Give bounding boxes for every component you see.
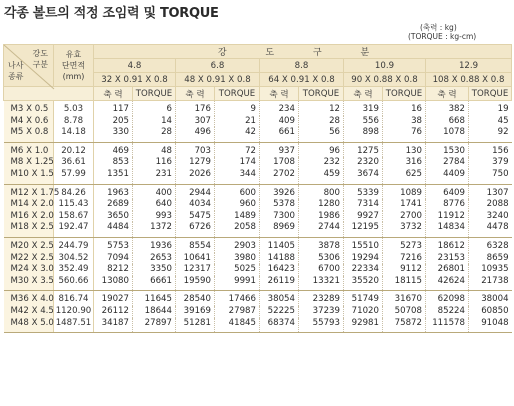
torque-cell: 72 [215,142,260,157]
axial-force-cell: 26119 [260,276,299,291]
effective-area-cell: 1487.51 [54,318,94,333]
axial-force-cell: 111578 [426,318,469,333]
torque-cell: 16 [383,101,426,116]
torque-cell: 23289 [299,291,344,306]
axial-force-cell: 661 [260,127,299,142]
torque-cell: 5025 [215,264,260,276]
axial-force-cell: 898 [344,127,383,142]
formula-header: 48 X 0.91 X 0.8 [176,73,260,87]
torque-header: TORQUE [469,87,512,101]
torque-cell: 9112 [383,264,426,276]
axial-force-cell: 3650 [94,211,133,223]
grade-header-8-8: 8.8 [260,59,344,73]
axial-force-cell: 409 [260,116,299,128]
torque-cell: 1372 [133,222,176,237]
torque-cell: 3878 [299,237,344,252]
torque-cell: 231 [133,169,176,184]
axial-force-cell: 556 [344,116,383,128]
torque-cell: 1986 [299,211,344,223]
axial-force-cell: 68374 [260,318,299,333]
torque-cell: 27987 [215,306,260,318]
axial-force-cell: 1963 [94,184,133,199]
axial-force-cell: 4034 [176,199,215,211]
axial-force-cell: 319 [344,101,383,116]
torque-cell: 1741 [383,199,426,211]
torque-cell: 1280 [299,199,344,211]
torque-cell: 993 [133,211,176,223]
axial-force-cell: 92981 [344,318,383,333]
axial-force-cell: 307 [176,116,215,128]
screw-type-label: 나사 종류 [8,61,24,81]
torque-cell: 3732 [383,222,426,237]
bolt-size-cell: M10 X 1.5 [4,169,54,184]
torque-cell: 31670 [383,291,426,306]
effective-area-cell: 20.12 [54,142,94,157]
torque-cell: 6700 [299,264,344,276]
table-row [4,116,512,128]
torque-header: TORQUE [383,87,426,101]
torque-cell: 8659 [486,252,509,263]
torque-cell: 7216 [383,253,426,265]
torque-header: TORQUE [215,87,260,101]
axial-force-cell: 51749 [344,291,383,306]
bolt-size-cell: M42 X 4.5 [4,306,54,318]
torque-cell: 56 [299,127,344,142]
axial-force-cell: 7094 [94,253,133,265]
axial-force-cell: 11405 [260,237,299,252]
table-row [4,264,512,276]
torque-cell: 130 [383,142,426,157]
axial-force-cell: 26801 [426,264,469,276]
torque-cell: 45 [497,115,509,126]
torque-cell: 2903 [215,237,260,252]
torque-cell: 400 [133,184,176,199]
axial-force-cell: 1279 [176,157,215,169]
torque-cell: 76 [383,127,426,142]
torque-cell: 156 [492,145,509,156]
effective-area-cell: 36.61 [54,157,94,169]
table-row [4,237,512,252]
torque-cell: 17466 [215,291,260,306]
torque-cell: 1089 [383,184,426,199]
torque-cell: 18644 [133,306,176,318]
effective-area-cell: 560.66 [54,276,94,291]
torque-cell: 10935 [481,264,509,275]
torque-cell: 960 [215,199,260,211]
torque-cell: 6661 [133,276,176,291]
effective-area-cell: 8.78 [54,116,94,128]
torque-cell: 1936 [133,237,176,252]
axial-force-cell: 15510 [344,237,383,252]
axial-force-cell: 496 [176,127,215,142]
torque-cell: 1307 [486,187,509,198]
torque-cell: 316 [383,157,426,169]
axial-force-cell: 39169 [176,306,215,318]
torque-table [3,44,512,333]
effective-area-cell: 192.47 [54,222,94,237]
torque-cell: 42 [215,127,260,142]
torque-cell: 91048 [469,318,512,333]
torque-cell: 600 [215,184,260,199]
axial-force-cell: 19590 [176,276,215,291]
torque-cell: 18115 [383,276,426,291]
torque-cell: 4478 [469,222,512,237]
axial-force-cell: 62098 [426,291,469,306]
axial-force-cell: 117 [94,101,133,116]
axial-force-cell: 18612 [426,237,469,252]
effective-area-cell: 304.52 [54,253,94,265]
bolt-size-cell: M12 X 1.75 [4,184,54,199]
axial-force-cell: 2320 [344,157,383,169]
torque-cell: 21738 [469,276,512,291]
torque-cell: 55793 [299,318,344,333]
formula-header: 32 X 0.91 X 0.8 [94,73,176,87]
torque-cell: 19 [497,104,509,114]
torque-cell: 2700 [383,211,426,223]
bolt-size-cell: M6 X 1.0 [4,142,54,157]
axial-force-cell: 8212 [94,264,133,276]
axial-force-cell: 4484 [94,222,133,237]
effective-area-cell: 14.18 [54,127,94,142]
axial-force-cell: 9927 [344,211,383,223]
table-row [4,101,512,116]
axial-force-cell: 14188 [260,253,299,265]
torque-cell: 96 [299,142,344,157]
axial-force-cell: 85224 [426,306,469,318]
bolt-size-cell: M14 X 2.0 [4,199,54,211]
axial-force-cell: 16423 [260,264,299,276]
torque-cell: 2653 [133,253,176,265]
table-row [4,157,512,169]
axial-force-header: 축 력 [344,87,383,101]
corner-header-cell [4,45,54,87]
torque-cell: 3240 [486,210,509,221]
axial-force-cell: 1351 [94,169,133,184]
unit-axial-note: (축력 : kg) [420,23,457,32]
torque-cell: 6328 [486,240,509,251]
axial-force-cell: 19027 [94,291,133,306]
torque-cell: 38 [383,116,426,128]
axial-force-cell: 1078 [426,127,469,142]
effective-area-cell: 158.67 [54,211,94,223]
torque-cell: 14 [133,116,176,128]
axial-force-cell: 5339 [344,184,383,199]
axial-force-cell: 4409 [426,169,469,184]
axial-force-cell: 853 [94,157,133,169]
bolt-size-cell: M24 X 3.0 [4,264,54,276]
axial-force-cell: 6726 [176,222,215,237]
bolt-size-cell: M16 X 2.0 [4,211,54,223]
unit-torque-note: (TORQUE : kg-cm) [408,32,477,41]
axial-force-cell: 382 [426,101,469,116]
torque-cell: 48 [133,142,176,157]
axial-force-cell: 22334 [344,264,383,276]
torque-cell: 5306 [299,253,344,265]
axial-force-cell: 3674 [344,169,383,184]
axial-force-cell: 38054 [260,291,299,306]
axial-force-header: 축 력 [260,87,299,101]
axial-force-cell: 2026 [176,169,215,184]
table-row [4,199,512,211]
torque-cell: 232 [299,157,344,169]
torque-header: TORQUE [133,87,176,101]
axial-force-cell: 3926 [260,184,299,199]
torque-cell: 640 [133,199,176,211]
torque-cell: 2058 [215,222,260,237]
axial-force-header: 축 력 [94,87,133,101]
axial-force-cell: 12195 [344,222,383,237]
axial-force-cell: 71020 [344,306,383,318]
torque-cell: 21 [215,116,260,128]
torque-cell: 2088 [486,199,509,210]
bolt-size-cell: M30 X 3.5 [4,276,54,291]
torque-cell: 13321 [299,276,344,291]
axial-force-cell: 937 [260,142,299,157]
axial-force-header: 축 력 [176,87,215,101]
axial-force-header: 축 력 [426,87,469,101]
strength-class-label: 강도 구분 [32,49,48,69]
axial-force-cell: 5378 [260,199,299,211]
effective-area-cell: 244.79 [54,237,94,252]
table-row [4,306,512,318]
effective-area-cell: 352.49 [54,264,94,276]
axial-force-cell: 42624 [426,276,469,291]
axial-force-cell: 1275 [344,142,383,157]
bolt-size-cell: M22 X 2.5 [4,253,54,265]
bolt-size-cell: M5 X 0.8 [4,127,54,142]
torque-cell: 5273 [383,237,426,252]
torque-cell: 116 [133,157,176,169]
axial-force-cell: 7300 [260,211,299,223]
torque-cell: 459 [299,169,344,184]
axial-force-cell: 8776 [426,199,469,211]
torque-cell: 60850 [481,305,509,316]
torque-cell: 9 [215,101,260,116]
bolt-size-cell: M18 X 2.5 [4,222,54,237]
torque-cell: 800 [299,184,344,199]
axial-force-cell: 11912 [426,211,469,223]
effective-area-cell: 1120.90 [54,306,94,318]
torque-cell: 11645 [133,291,176,306]
axial-force-cell: 5753 [94,237,133,252]
axial-force-cell: 51281 [176,318,215,333]
axial-force-cell: 5475 [176,211,215,223]
table-row [4,222,512,237]
axial-force-cell: 2702 [260,169,299,184]
axial-force-cell: 26112 [94,306,133,318]
torque-cell: 379 [492,157,509,168]
axial-force-cell: 2784 [426,157,469,169]
axial-force-cell: 52225 [260,306,299,318]
formula-header: 108 X 0.88 X 0.8 [426,73,512,87]
torque-cell: 625 [383,169,426,184]
torque-cell: 27897 [133,318,176,333]
effective-area-cell: 816.74 [54,291,94,306]
axial-force-cell: 28540 [176,291,215,306]
bolt-size-cell: M36 X 4.0 [4,291,54,306]
axial-force-cell: 703 [176,142,215,157]
torque-cell: 3350 [133,264,176,276]
axial-force-cell: 12317 [176,264,215,276]
axial-force-cell: 6409 [426,184,469,199]
table-row [4,184,512,199]
formula-header: 90 X 0.88 X 0.8 [344,73,426,87]
effective-area-cell: 84.26 [54,184,94,199]
effective-area-cell: 5.03 [54,101,94,116]
torque-cell: 75872 [383,318,426,333]
torque-cell: 28 [299,116,344,128]
torque-cell: 6 [133,101,176,116]
torque-cell: 1489 [215,211,260,223]
axial-force-cell: 205 [94,116,133,128]
table-row [4,291,512,306]
grade-header-10-9: 10.9 [344,59,426,73]
subheader-row [4,87,512,101]
torque-cell: 92 [469,127,512,142]
axial-force-cell: 668 [426,116,469,128]
axial-force-cell: 469 [94,142,133,157]
bolt-size-cell: M8 X 1.25 [4,157,54,169]
axial-force-cell: 35520 [344,276,383,291]
table-row [4,253,512,265]
torque-header: TORQUE [299,87,344,101]
grade-header-6-8: 6.8 [176,59,260,73]
axial-force-cell: 2689 [94,199,133,211]
torque-cell: 2744 [299,222,344,237]
torque-cell: 28 [133,127,176,142]
torque-cell: 50708 [383,306,426,318]
axial-force-cell: 34187 [94,318,133,333]
axial-force-cell: 14834 [426,222,469,237]
formula-header: 64 X 0.91 X 0.8 [260,73,344,87]
table-body [4,101,512,333]
torque-cell: 174 [215,157,260,169]
table-row [4,142,512,157]
effective-area-cell: 57.99 [54,169,94,184]
axial-force-cell: 330 [94,127,133,142]
axial-force-cell: 1708 [260,157,299,169]
axial-force-cell: 1530 [426,142,469,157]
table-row [4,318,512,333]
axial-force-cell: 2944 [176,184,215,199]
table-row [4,127,512,142]
table-row [4,211,512,223]
axial-force-cell: 8554 [176,237,215,252]
table-row [4,276,512,291]
axial-force-cell: 13080 [94,276,133,291]
axial-force-cell: 8969 [260,222,299,237]
torque-cell: 41845 [215,318,260,333]
bolt-size-cell: M4 X 0.6 [4,116,54,128]
torque-cell: 344 [215,169,260,184]
bolt-size-cell: M20 X 2.5 [4,237,54,252]
effective-area-cell: 115.43 [54,199,94,211]
axial-force-cell: 23153 [426,253,469,265]
strength-group-header: 강 도 구 분 [94,45,512,59]
torque-cell: 12 [299,101,344,116]
axial-force-cell: 234 [260,101,299,116]
bolt-size-cell: M48 X 5.0 [4,318,54,333]
axial-force-cell: 7314 [344,199,383,211]
grade-header-12-9: 12.9 [426,59,512,73]
torque-cell: 37239 [299,306,344,318]
page-title: 각종 볼트의 적정 조임력 및 TORQUE [4,6,219,21]
torque-cell: 38004 [481,294,509,305]
axial-force-cell: 19294 [344,253,383,265]
torque-cell: 3980 [215,253,260,265]
grade-header-4-8: 4.8 [94,59,176,73]
axial-force-cell: 10641 [176,253,215,265]
torque-cell: 9991 [215,276,260,291]
axial-force-cell: 176 [176,101,215,116]
effective-area-header: 유효 단면적 (mm) [54,45,94,87]
torque-cell: 750 [469,169,512,184]
bolt-size-cell: M3 X 0.5 [4,101,54,116]
table-row [4,169,512,184]
